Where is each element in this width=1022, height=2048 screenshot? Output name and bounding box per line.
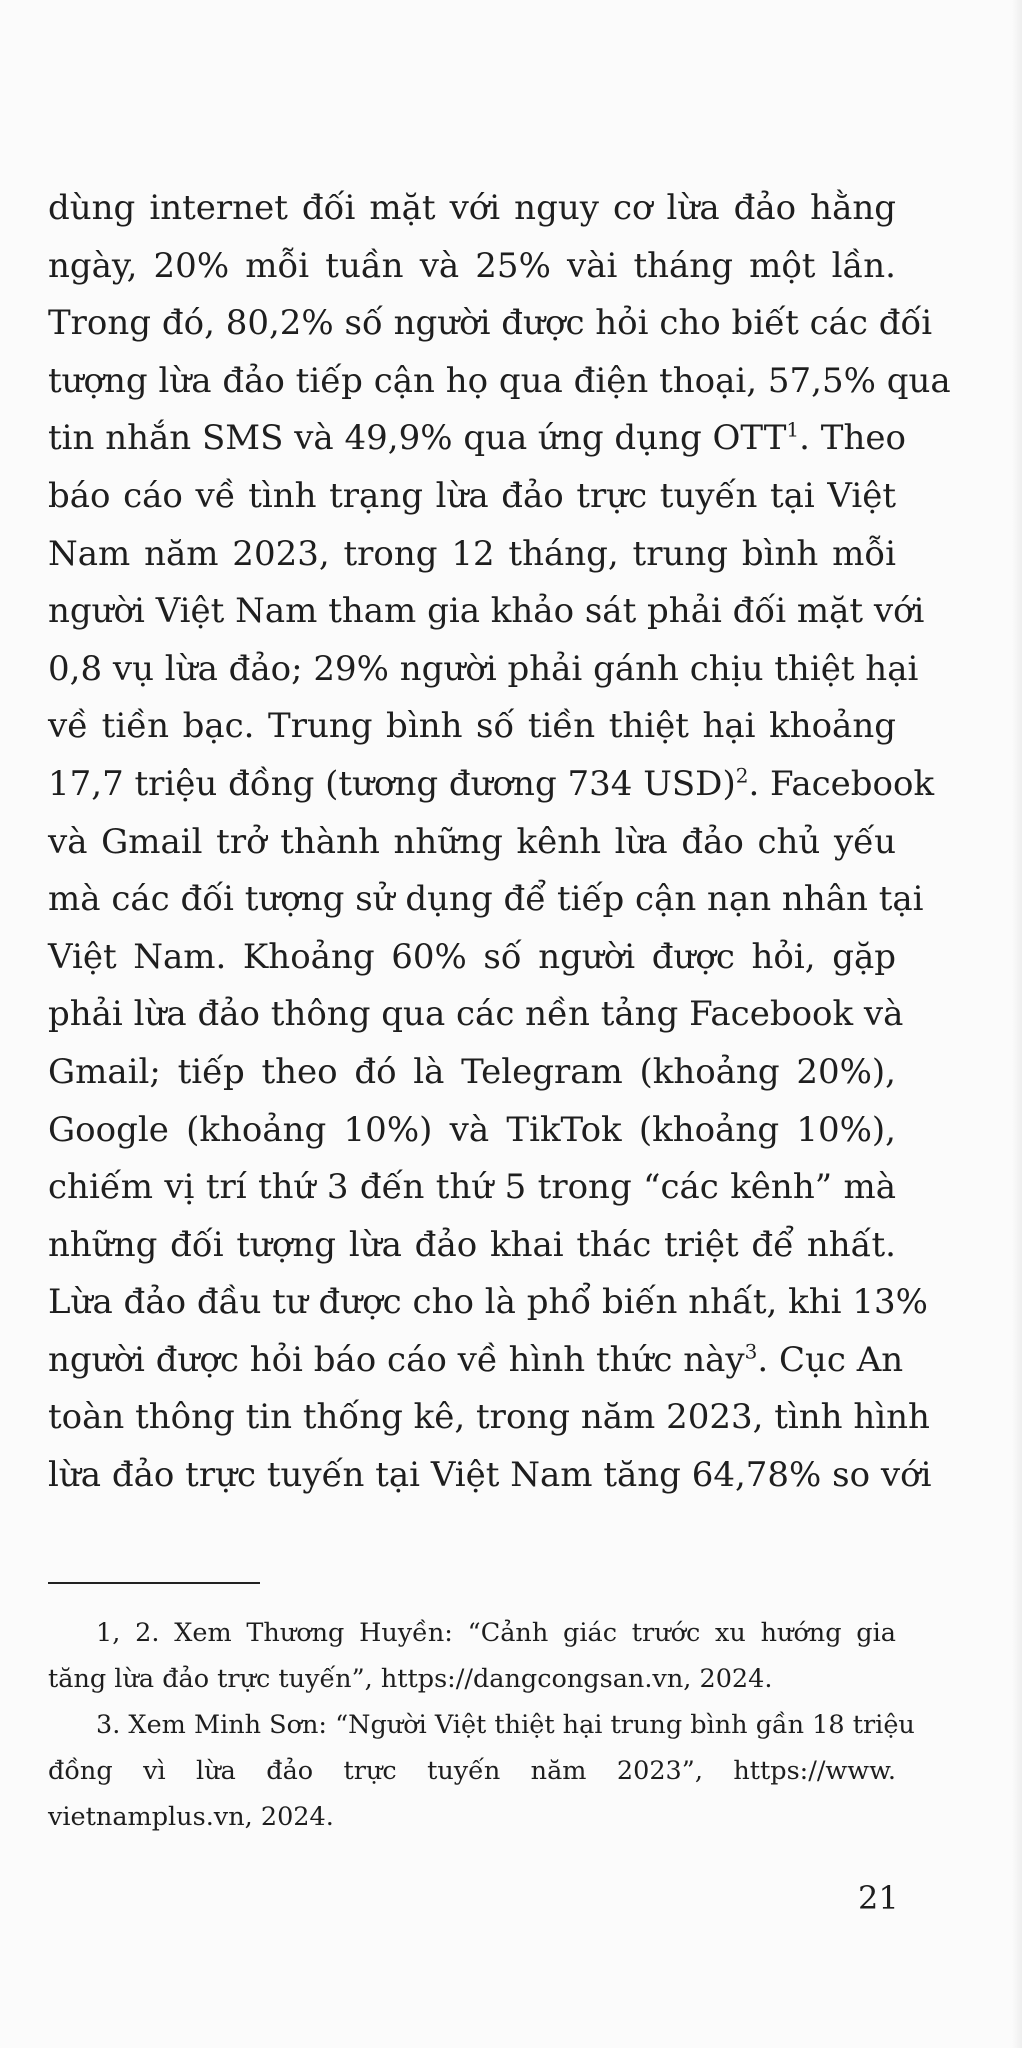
text-line: 0,8 vụ lừa đảo; 29% người phải gánh chịu thiệt hại <box>48 648 919 689</box>
main-paragraph <box>48 180 951 1505</box>
footnotes <box>48 1610 915 1840</box>
text-line: những đối tượng lừa đảo khai thác triệt để nhất. <box>48 1224 896 1265</box>
text-line: dùng internet đối mặt với nguy cơ lừa đảo hằng <box>48 188 896 228</box>
text-line: lừa đảo trực tuyến tại Việt Nam tăng 64,78% so với <box>48 1455 932 1496</box>
footnote-line: 1, 2. Xem Thương Huyền: “Cảnh giác trước xu hướng gia <box>96 1618 896 1648</box>
footnote-ref: 1 <box>786 418 800 443</box>
text-segment: . Facebook <box>748 763 935 804</box>
text-line: toàn thông tin thống kê, trong năm 2023, tình hình <box>48 1397 930 1438</box>
footnote-ref: 3 <box>744 1339 758 1364</box>
footnote-ref: 2 <box>735 763 749 788</box>
text-line: Trong đó, 80,2% số người được hỏi cho biết các đối <box>48 303 933 344</box>
footnote-line: đồng vì lừa đảo trực tuyến năm 2023”, https://www. <box>48 1756 896 1786</box>
text-segment: . Theo <box>799 418 906 459</box>
text-line: báo cáo về tình trạng lừa đảo trực tuyến tại Việt <box>48 475 896 516</box>
text-segment: . Cục An <box>757 1339 904 1380</box>
text-segment: tin nhắn SMS và 49,9% qua ứng dụng OTT <box>48 418 787 459</box>
text-line <box>48 1332 904 1390</box>
footnote-line: 3. Xem Minh Sơn: “Người Việt thiệt hại trung bình gần 18 triệu <box>96 1710 915 1740</box>
text-line: Nam năm 2023, trong 12 tháng, trung bình mỗi <box>48 533 896 574</box>
text-line: người Việt Nam tham gia khảo sát phải đối mặt với <box>48 591 925 632</box>
page-number: 21 <box>858 1879 899 1917</box>
text-line: Việt Nam. Khoảng 60% số người được hỏi, gặp <box>48 936 896 977</box>
text-line: về tiền bạc. Trung bình số tiền thiệt hại khoảng <box>48 706 896 747</box>
text-line: tượng lừa đảo tiếp cận họ qua điện thoại, 57,5% qua <box>48 360 951 401</box>
text-segment: 17,7 triệu đồng (tương đương 734 USD) <box>48 763 736 804</box>
text-line: ngày, 20% mỗi tuần và 25% vài tháng một lần. <box>48 245 896 286</box>
text-line: và Gmail trở thành những kênh lừa đảo chủ yếu <box>48 821 896 862</box>
text-line: mà các đối tượng sử dụng để tiếp cận nạn nhân tại <box>48 879 924 920</box>
page-edge <box>1012 0 1022 2048</box>
footnote-line: vietnamplus.vn, 2024. <box>48 1802 334 1832</box>
text-line: Lừa đảo đầu tư được cho là phổ biến nhất, khi 13% <box>48 1282 928 1323</box>
text-line <box>48 756 935 814</box>
footnote-divider <box>48 1582 260 1584</box>
footnote-line: tăng lừa đảo trực tuyến”, https://dangcongsan.vn, 2024. <box>48 1664 773 1694</box>
text-line: Google (khoảng 10%) và TikTok (khoảng 10%), <box>48 1109 896 1150</box>
text-line: phải lừa đảo thông qua các nền tảng Facebook và <box>48 994 904 1035</box>
text-line: chiếm vị trí thứ 3 đến thứ 5 trong “các kênh” mà <box>48 1167 896 1208</box>
text-line: Gmail; tiếp theo đó là Telegram (khoảng 20%), <box>48 1051 896 1092</box>
text-segment: người được hỏi báo cáo về hình thức này <box>48 1339 745 1380</box>
text-line <box>48 410 906 468</box>
